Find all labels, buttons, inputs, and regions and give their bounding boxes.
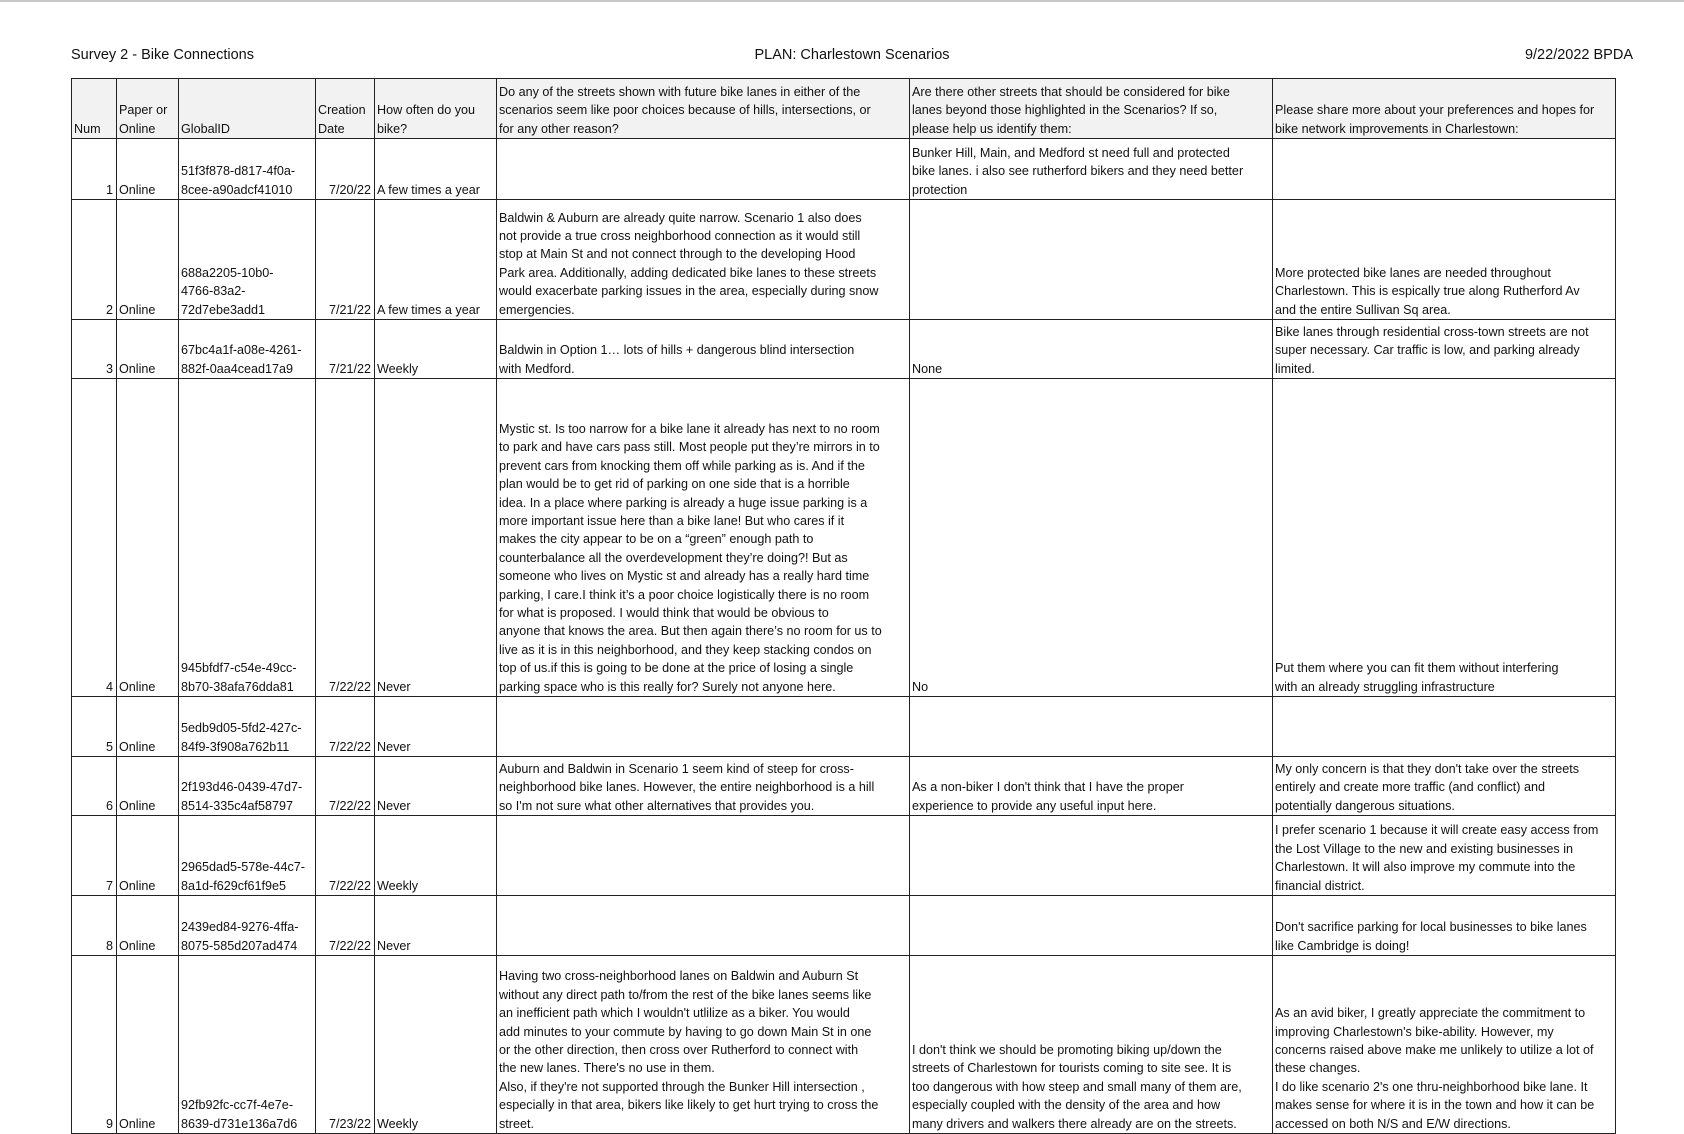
cell-poor-choices: Mystic st. Is too narrow for a bike lane it already has next to no room to park and have cars pass still. Most people put they’re mirrors in to prevent cars from knocking them off while parking as is. And if the plan would be to get rid of parking on one side that is a horrible idea. In a place where parking is already a huge issue parking is a more important issue here than a bike lane! But who cares if it makes the city appear to be on a “green” enough path to counterbalance all the overdevelopment they’re doing?! But as someone who lives on Mystic st and already has a really hard time parking, I care.I think it’s a poor choice logistically there is no room for what is proposed. I would think that would be obvious to anyone that knows the area. But then again there’s no room for us to live as it is in this neighborhood, and they keep stacking condos on top of us.if this is going to be done at the price of losing a single parking space who is this really for? Surely not anyone here.	[497, 379, 910, 697]
cell-bike-frequency: Never	[375, 379, 497, 697]
header-plan-title: PLAN: Charlestown Scenarios	[754, 47, 950, 63]
cell-other-streets: None	[910, 320, 1273, 379]
cell-preferences: Put them where you can fit them without interfering with an already struggling infrastructure	[1273, 379, 1616, 697]
cell-bike-frequency: A few times a year	[375, 139, 497, 200]
cell-preferences: More protected bike lanes are needed throughout Charlestown. This is espically true along Rutherford Av and the entire Sullivan Sq area.	[1273, 200, 1616, 320]
cell-other-streets: I don't think we should be promoting biking up/down the streets of Charlestown for tourists coming to site see. It is too dangerous with how steep and small many of them are, especially coupled with the density of the area and how many drivers and walkers there already are on the streets.	[910, 956, 1273, 1134]
cell-bike-frequency: Never	[375, 896, 497, 956]
cell-poor-choices: Baldwin & Auburn are already quite narrow. Scenario 1 also does not provide a true cross neighborhood connection as it would still stop at Main St and not connect through to the developing Hood Park area. Additionally, adding dedicated bike lanes to these streets would exacerbate parking issues in the area, especially during snow emergencies.	[497, 200, 910, 320]
header-date: 9/22/2022 BPDA	[1524, 47, 1633, 63]
col-header-creation-date: Creation Date	[316, 79, 375, 139]
cell-other-streets	[910, 200, 1273, 320]
cell-preferences: Bike lanes through residential cross-town streets are not super necessary. Car traffic is low, and parking already limited.	[1273, 320, 1616, 379]
cell-creation-date: 7/22/22	[316, 816, 375, 896]
cell-preferences: My only concern is that they don't take over the streets entirely and create more traffic (and conflict) and potentially dangerous situations.	[1273, 757, 1616, 816]
col-header-bike-frequency: How often do you bike?	[375, 79, 497, 139]
cell-poor-choices	[497, 139, 910, 200]
cell-globalid: 2965dad5-578e-44c7- 8a1d-f629cf61f9e5	[179, 816, 316, 896]
cell-paper-or-online: Online	[117, 320, 179, 379]
cell-poor-choices	[497, 816, 910, 896]
cell-poor-choices: Auburn and Baldwin in Scenario 1 seem kind of steep for cross- neighborhood bike lanes. However, the entire neighborhood is a hill so I'm not sure what other alternatives that provides you.	[497, 757, 910, 816]
cell-paper-or-online: Online	[117, 896, 179, 956]
cell-paper-or-online: Online	[117, 200, 179, 320]
cell-creation-date: 7/22/22	[316, 757, 375, 816]
table-header-row	[72, 79, 1616, 139]
cell-num: 4	[72, 379, 117, 697]
page-top-rule	[0, 0, 1684, 2]
cell-num: 9	[72, 956, 117, 1134]
cell-num: 1	[72, 139, 117, 200]
cell-bike-frequency: Never	[375, 757, 497, 816]
cell-preferences: As an avid biker, I greatly appreciate the commitment to improving Charlestown's bike-ability. However, my concerns raised above make me unlikely to utilize a lot of these changes. I do like scenario 2's one thru-neighborhood bike lane. It makes sense for where it is in the town and how it can be accessed on both N/S and E/W directions.	[1273, 956, 1616, 1134]
cell-paper-or-online: Online	[117, 956, 179, 1134]
cell-paper-or-online: Online	[117, 757, 179, 816]
table-row	[72, 757, 1616, 816]
table-row	[72, 697, 1616, 757]
table-row	[72, 320, 1616, 379]
cell-other-streets: As a non-biker I don't think that I have the proper experience to provide any useful input here.	[910, 757, 1273, 816]
cell-preferences: I prefer scenario 1 because it will create easy access from the Lost Village to the new and existing businesses in Charlestown. It will also improve my commute into the financial district.	[1273, 816, 1616, 896]
cell-preferences	[1273, 139, 1616, 200]
cell-creation-date: 7/21/22	[316, 320, 375, 379]
page-header	[71, 47, 1633, 67]
cell-globalid: 2439ed84-9276-4ffa- 8075-585d207ad474	[179, 896, 316, 956]
cell-globalid: 67bc4a1f-a08e-4261- 882f-0aa4cead17a9	[179, 320, 316, 379]
table-row	[72, 379, 1616, 697]
cell-other-streets: No	[910, 379, 1273, 697]
cell-creation-date: 7/22/22	[316, 697, 375, 757]
cell-globalid: 5edb9d05-5fd2-427c- 84f9-3f908a762b11	[179, 697, 316, 757]
cell-paper-or-online: Online	[117, 139, 179, 200]
col-header-num: Num	[72, 79, 117, 139]
cell-num: 5	[72, 697, 117, 757]
col-header-preferences: Please share more about your preferences and hopes for bike network improvements in Charlestown:	[1273, 79, 1616, 139]
table-row	[72, 139, 1616, 200]
cell-globalid: 2f193d46-0439-47d7- 8514-335c4af58797	[179, 757, 316, 816]
cell-globalid: 688a2205-10b0- 4766-83a2- 72d7ebe3add1	[179, 200, 316, 320]
cell-paper-or-online: Online	[117, 697, 179, 757]
table-row	[72, 956, 1616, 1134]
cell-other-streets	[910, 896, 1273, 956]
cell-creation-date: 7/22/22	[316, 379, 375, 697]
cell-creation-date: 7/22/22	[316, 896, 375, 956]
cell-num: 8	[72, 896, 117, 956]
cell-num: 3	[72, 320, 117, 379]
cell-globalid: 51f3f878-d817-4f0a- 8cee-a90adcf41010	[179, 139, 316, 200]
cell-other-streets: Bunker Hill, Main, and Medford st need full and protected bike lanes. i also see rutherford bikers and they need better protection	[910, 139, 1273, 200]
cell-poor-choices	[497, 697, 910, 757]
table-row	[72, 200, 1616, 320]
cell-num: 6	[72, 757, 117, 816]
col-header-globalid: GlobalID	[179, 79, 316, 139]
cell-paper-or-online: Online	[117, 816, 179, 896]
cell-bike-frequency: Weekly	[375, 816, 497, 896]
survey-table	[71, 78, 1616, 1134]
cell-poor-choices: Baldwin in Option 1… lots of hills + dangerous blind intersection with Medford.	[497, 320, 910, 379]
cell-other-streets	[910, 816, 1273, 896]
cell-preferences: Don't sacrifice parking for local businesses to bike lanes like Cambridge is doing!	[1273, 896, 1616, 956]
cell-globalid: 92fb92fc-cc7f-4e7e- 8639-d731e136a7d6	[179, 956, 316, 1134]
cell-poor-choices: Having two cross-neighborhood lanes on Baldwin and Auburn St without any direct path to/from the rest of the bike lanes seems like an inefficient path which I wouldn't utlilize as a biker. You would add minutes to your commute by having to go down Main St in one or the other direction, then cross over Rutherford to connect with the new lanes. There's no use in them. Also, if they're not supported through the Bunker Hill intersection , especially in that area, bikers like likely to get hurt trying to cross the street.	[497, 956, 910, 1134]
cell-other-streets	[910, 697, 1273, 757]
table-row	[72, 816, 1616, 896]
cell-bike-frequency: Never	[375, 697, 497, 757]
cell-creation-date: 7/21/22	[316, 200, 375, 320]
cell-creation-date: 7/23/22	[316, 956, 375, 1134]
cell-bike-frequency: Weekly	[375, 320, 497, 379]
cell-bike-frequency: A few times a year	[375, 200, 497, 320]
col-header-other-streets: Are there other streets that should be considered for bike lanes beyond those highlighted in the Scenarios? If so, please help us identify them:	[910, 79, 1273, 139]
cell-bike-frequency: Weekly	[375, 956, 497, 1134]
table-row	[72, 896, 1616, 956]
col-header-paper-or-online: Paper or Online	[117, 79, 179, 139]
header-survey-title: Survey 2 - Bike Connections	[71, 47, 254, 63]
cell-num: 2	[72, 200, 117, 320]
col-header-poor-choices: Do any of the streets shown with future bike lanes in either of the scenarios seem like poor choices because of hills, intersections, or for any other reason?	[497, 79, 910, 139]
cell-creation-date: 7/20/22	[316, 139, 375, 200]
cell-globalid: 945bfdf7-c54e-49cc- 8b70-38afa76dda81	[179, 379, 316, 697]
cell-poor-choices	[497, 896, 910, 956]
cell-preferences	[1273, 697, 1616, 757]
cell-num: 7	[72, 816, 117, 896]
cell-paper-or-online: Online	[117, 379, 179, 697]
